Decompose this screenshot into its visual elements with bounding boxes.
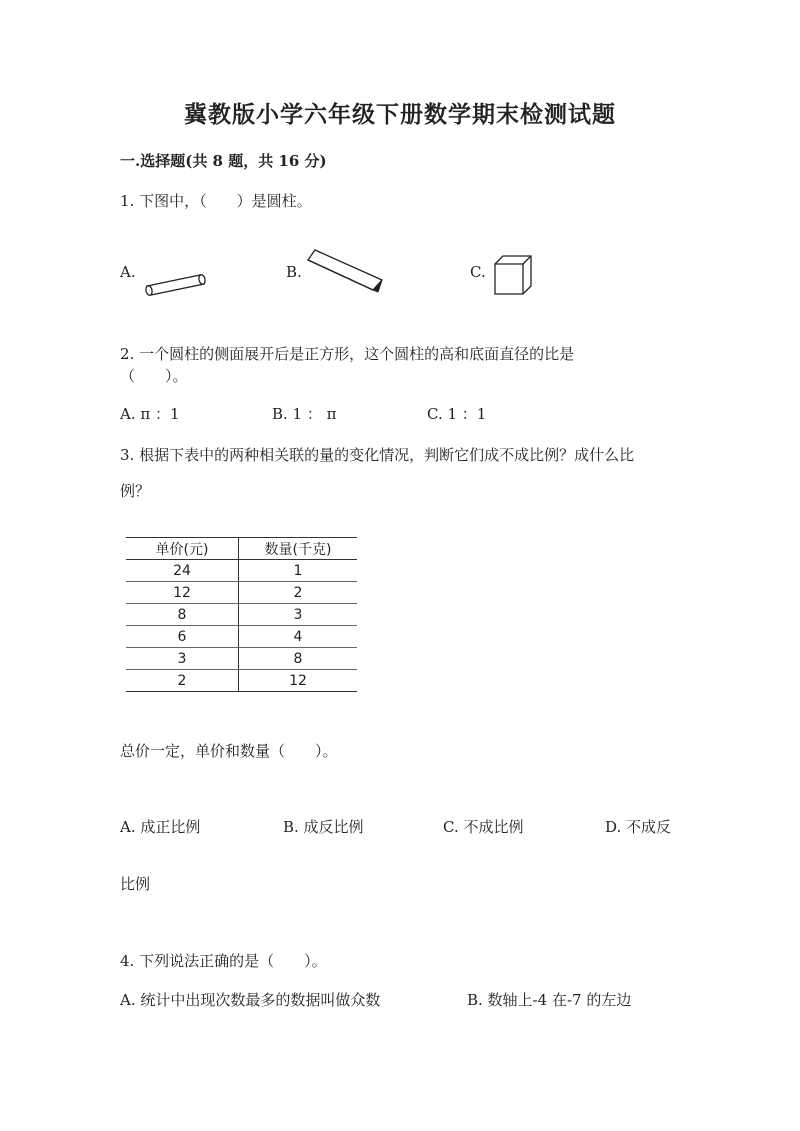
table-cell-price: 12 [126,582,239,604]
table-cell-quantity: 8 [239,648,358,670]
table-header-quantity: 数量(千克) [239,538,358,560]
table-cell-quantity: 4 [239,626,358,648]
table-row [126,604,357,626]
question-3-option-d: D. 不成反 [605,818,672,836]
table-cell-price: 8 [126,604,239,626]
table-header-price: 单价(元) [126,538,239,560]
question-3-option-c: C. 不成比例 [443,818,524,836]
table-header-row [126,538,357,560]
question-3-option-d-cont: 比例 [120,875,151,893]
question-3-option-a: A. 成正比例 [120,818,201,836]
table-row [126,670,357,692]
table-cell-price: 6 [126,626,239,648]
table-cell-quantity: 1 [239,560,358,582]
question-1-option-a-label: A. [120,263,136,281]
question-2-option-b: B. 1 ： π [272,405,337,423]
question-1-text: 1. 下图中，（ ）是圆柱。 [120,192,312,210]
question-2-option-a: A. π ：1 [120,405,180,423]
question-1-option-b-label: B. [286,263,302,281]
table-row [126,560,357,582]
question-3-prompt: 总价一定，单价和数量（ ）。 [120,742,338,760]
question-2-option-c: C. 1 ：1 [427,405,487,423]
question-1-option-c-label: C. [470,263,486,281]
table-cell-price: 2 [126,670,239,692]
cube-figure [493,254,535,296]
table-cell-quantity: 2 [239,582,358,604]
page-title: 冀教版小学六年级下册数学期末检测试题 [184,101,616,128]
table-row [126,648,357,670]
table-cell-quantity: 12 [239,670,358,692]
price-quantity-table [126,537,357,692]
table-row [126,626,357,648]
thin-cylinder-figure [142,268,212,298]
question-2-text: 2. 一个圆柱的侧面展开后是正方形，这个圆柱的高和底面直径的比是 [120,345,575,363]
question-4-text: 4. 下列说法正确的是（ ）。 [120,952,327,970]
question-2-text-cont: （ ）。 [120,367,188,385]
question-3-option-b: B. 成反比例 [283,818,364,836]
question-3-text: 3. 根据下表中的两种相关联的量的变化情况，判断它们成不成比例？成什么比 [120,446,635,464]
table-row [126,582,357,604]
triangular-prism-figure [302,246,384,294]
question-3-text-cont: 例？ [120,482,151,500]
table-cell-quantity: 3 [239,604,358,626]
table-cell-price: 24 [126,560,239,582]
question-4-option-b: B. 数轴上-4 在-7 的左边 [467,991,632,1009]
section-heading: 一.选择题(共 8 题，共 16 分) [120,152,327,170]
question-4-option-a: A. 统计中出现次数最多的数据叫做众数 [120,991,381,1009]
table-cell-price: 3 [126,648,239,670]
